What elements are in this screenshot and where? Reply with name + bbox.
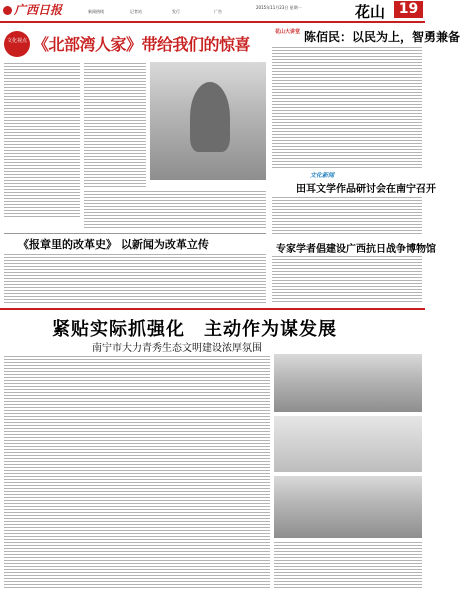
page-name: 花山 <box>355 3 386 21</box>
newspaper-title: 广西日报 <box>14 3 63 17</box>
menu-item-stations[interactable]: 记者站 <box>130 9 142 14</box>
feature-photo-3 <box>274 476 422 538</box>
column-label: 花山大讲堂 <box>275 29 301 35</box>
feature-text <box>4 354 270 588</box>
lead-text-lower <box>84 190 266 228</box>
reform-headline: 《报章里的改革史》 以新闻为改革立传 <box>18 238 209 251</box>
menu-item-hotline[interactable]: 新闻热线 <box>88 9 104 14</box>
page-number: 19 <box>394 1 423 18</box>
reform-text <box>4 253 266 303</box>
photo-figure <box>190 82 230 152</box>
menu-item-ads[interactable]: 广告 <box>214 9 222 14</box>
newspaper-logo <box>3 1 62 18</box>
feature-photo-1 <box>274 354 422 412</box>
menu-item-distribution[interactable]: 发行 <box>172 9 180 14</box>
divider <box>4 233 266 234</box>
feature-subheadline: 南宁市大力青秀生态文明建设浓厚氛围 <box>92 343 262 354</box>
section-tag: 文化新闻 <box>310 172 335 179</box>
column-headline: 陈佰民：以民为上，智勇兼备 <box>304 30 460 44</box>
museum-headline: 专家学者倡建设广西抗日战争博物馆 <box>276 244 436 255</box>
museum-text <box>272 256 422 302</box>
symposium-headline: 田耳文学作品研讨会在南宁召开 <box>296 184 436 195</box>
section-seal: 文化视点 <box>4 31 30 57</box>
logo-mark-icon <box>3 6 12 15</box>
lead-text-column-1 <box>4 62 80 217</box>
feature-photo-2 <box>274 416 422 472</box>
issue-date: 2015年11月23日 星期一 <box>256 5 302 10</box>
lead-text-column-2 <box>84 62 146 187</box>
feature-side-text <box>274 542 422 588</box>
lead-photo <box>150 62 266 180</box>
section-divider <box>0 308 425 310</box>
symposium-text <box>272 196 422 234</box>
column-text <box>272 46 422 168</box>
lead-headline: 《北部湾人家》带给我们的惊喜 <box>33 35 251 54</box>
feature-headline: 紧贴实际抓强化 主动作为谋发展 <box>52 319 337 340</box>
